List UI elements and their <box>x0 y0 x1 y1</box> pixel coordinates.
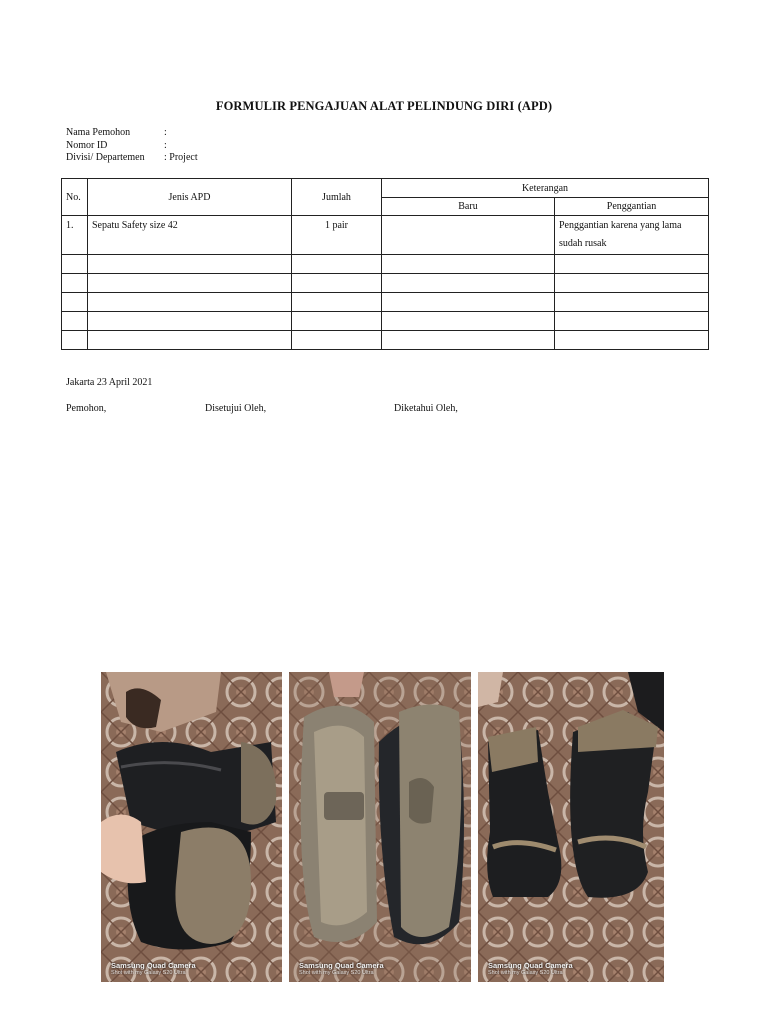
header-baru: Baru <box>382 198 555 216</box>
table-row-empty <box>62 331 709 350</box>
header-no: No. <box>62 179 88 216</box>
table-row-empty <box>62 255 709 274</box>
form-title: FORMULIR PENGAJUAN ALAT PELINDUNG DIRI (APD) <box>215 99 553 113</box>
header-penggantian: Penggantian <box>555 198 709 216</box>
table-row-empty <box>62 293 709 312</box>
photo-boots-1 <box>101 672 282 982</box>
camera-watermark: Samsung Quad Camera Shot with my Galaxy S20 Ultra <box>111 961 196 976</box>
camera-watermark: Samsung Quad Camera Shot with my Galaxy S20 Ultra <box>488 961 573 976</box>
boots-photo-image <box>101 672 282 982</box>
cell-penggantian: Penggantian karena yang lama sudah rusak <box>555 216 709 255</box>
field-nomor-id <box>66 140 167 152</box>
header-jumlah: Jumlah <box>292 179 382 216</box>
header-keterangan: Keterangan <box>382 179 709 198</box>
photo-boots-3 <box>478 672 664 982</box>
signature-pemohon: Pemohon, <box>66 403 107 414</box>
photo-boots-2 <box>289 672 471 982</box>
cell-baru <box>382 216 555 255</box>
table-row-empty <box>62 312 709 331</box>
field-label: Nomor ID <box>66 140 108 151</box>
cell-jenis: Sepatu Safety size 42 <box>88 216 292 255</box>
table-row <box>62 216 709 255</box>
pair-photo-image <box>478 672 664 982</box>
field-label: Divisi/ Departemen <box>66 152 145 163</box>
place-date: Jakarta 23 April 2021 <box>66 377 153 388</box>
soles-photo-image <box>289 672 471 982</box>
cell-jumlah: 1 pair <box>292 216 382 255</box>
cell-no: 1. <box>62 216 88 255</box>
field-value: : <box>164 140 167 151</box>
camera-watermark: Samsung Quad Camera Shot with my Galaxy S20 Ultra <box>299 961 384 976</box>
apd-table <box>61 178 709 350</box>
field-label: Nama Pemohon <box>66 127 131 138</box>
field-nama-pemohon <box>66 127 167 139</box>
field-divisi <box>66 152 198 164</box>
signature-diketahui: Diketahui Oleh, <box>394 403 458 414</box>
field-value: : Project <box>164 152 198 163</box>
header-jenis-apd: Jenis APD <box>88 179 292 216</box>
field-value: : <box>164 127 167 138</box>
table-header-row <box>62 179 709 198</box>
signature-disetujui: Disetujui Oleh, <box>205 403 267 414</box>
table-row-empty <box>62 274 709 293</box>
